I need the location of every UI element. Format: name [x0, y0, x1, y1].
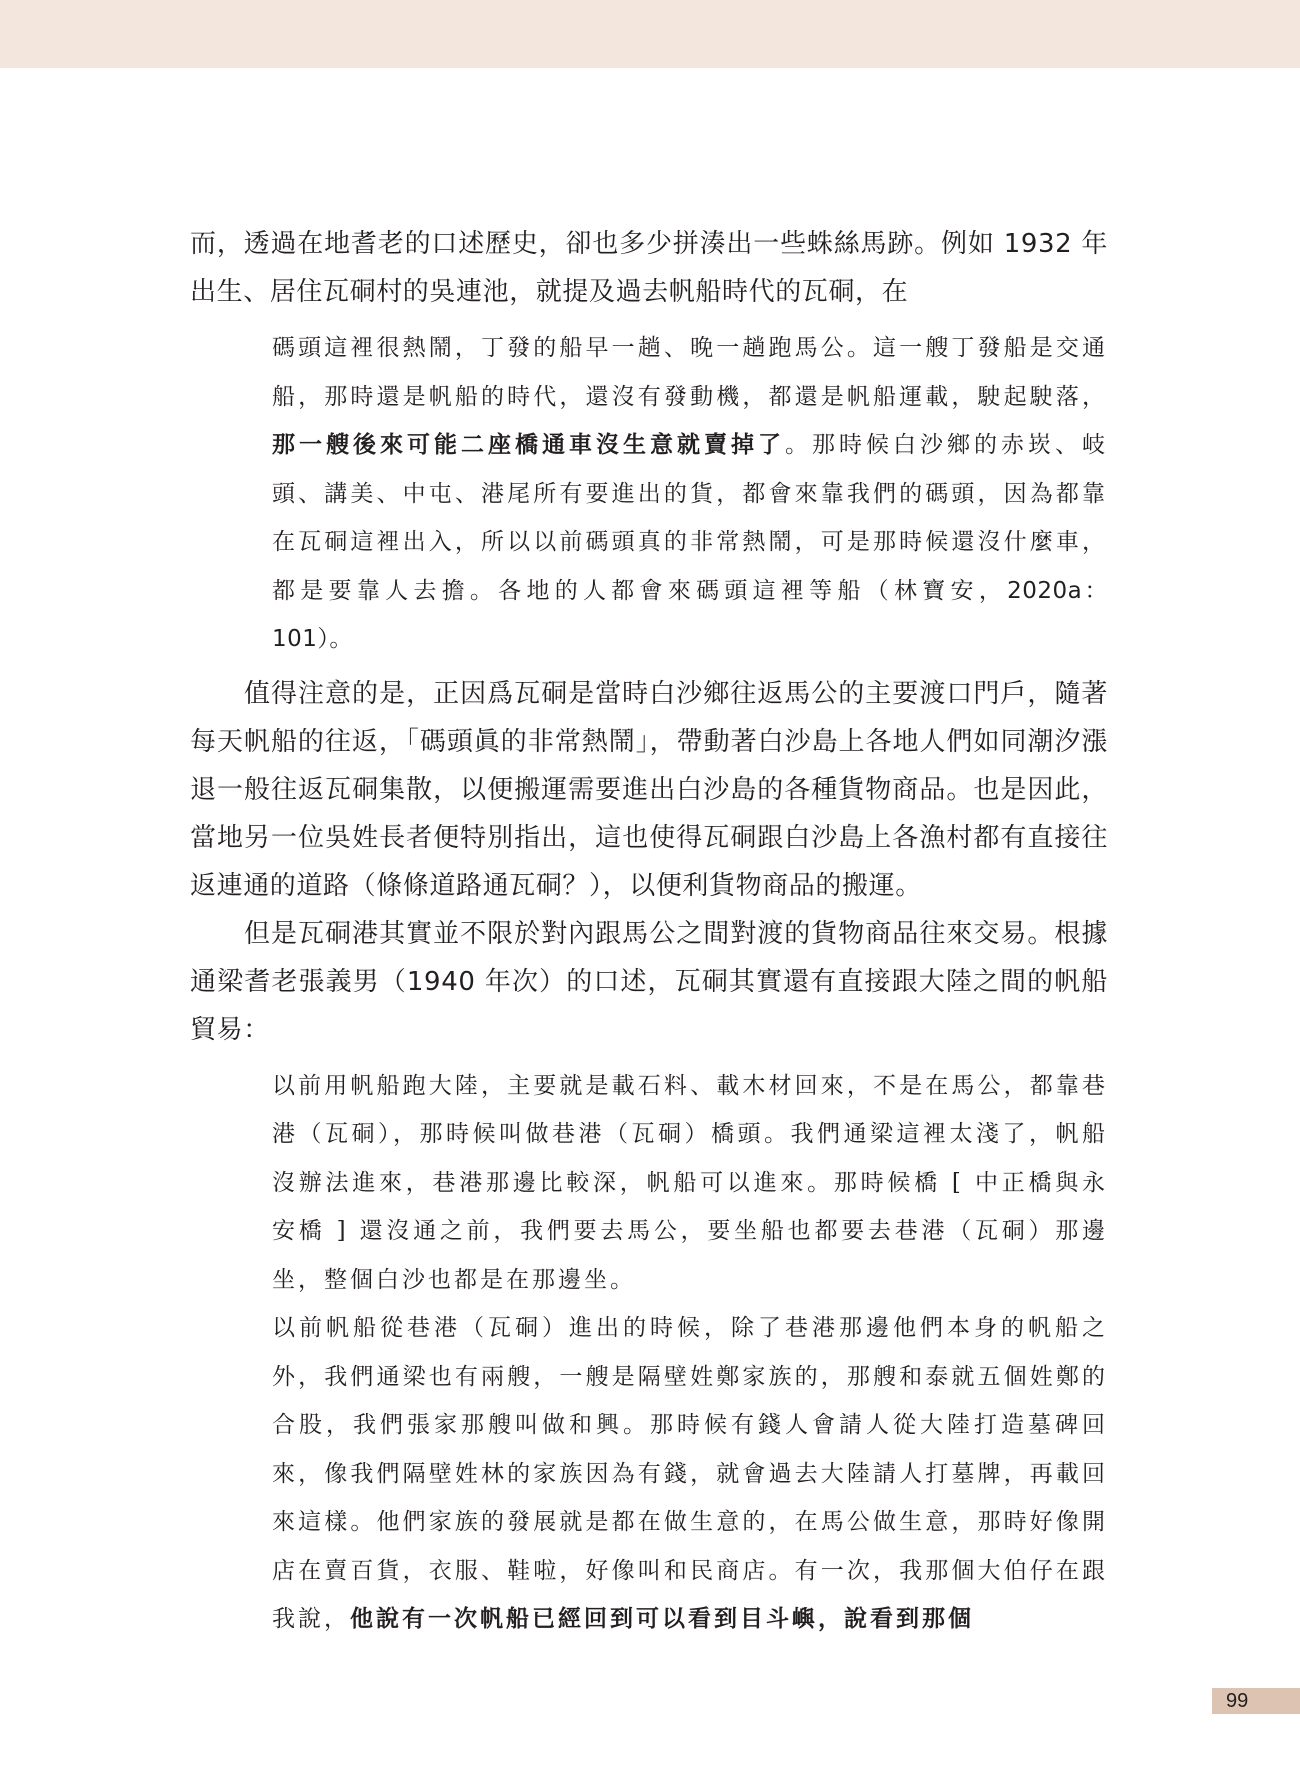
page-body	[190, 220, 1108, 1650]
quote-emphasis: 那一艘後來可能二座橋通車沒生意就賣掉了	[272, 431, 785, 458]
quote-paragraph	[272, 324, 1108, 664]
block-quote-zhang-yinan	[272, 1062, 1108, 1644]
quote-paragraph: 以前用帆船跑大陸，主要就是載石料、載木材回來，不是在馬公，都靠巷港（瓦硐），那時候叫做巷港（瓦硐）橋頭。我們通梁這裡太淺了，帆船沒辦法進來，巷港那邊比較深，帆船可以進來。那時候橋 [ 中正橋與永安橋 ] 還沒通之前，我們要去馬公，要坐船也都要去巷港（瓦硐）那邊坐，整個白沙也都是在那邊坐。	[272, 1072, 1108, 1293]
quote-text: 。那時候白沙鄉的赤崁、岐頭、講美、中屯、港尾所有要進出的貨，都會來靠我們的碼頭，因為都靠在瓦硐這裡出入，所以以前碼頭真的非常熱鬧，可是那時候還沒什麼車，都是要靠人去擔。各地的人都會來碼頭這裡等船（林寶安，	[272, 432, 1108, 604]
quote-text: 碼頭這裡很熱鬧，丁發的船早一趟、晚一趟跑馬公。這一艘丁發船是交通船，那時還是帆船的時代，還沒有發動機，都還是帆船運載，駛起駛落，	[272, 335, 1108, 410]
quote-emphasis: 他說有一次帆船已經回到可以看到目斗嶼，說看到那個	[350, 1605, 974, 1632]
paragraph-trade: 但是瓦硐港其實並不限於對內跟馬公之間對渡的貨物商品往來交易。根據通梁耆老張義男（1940 年次）的口述，瓦硐其實還有直接跟大陸之間的帆船貿易：	[190, 918, 1108, 1045]
block-quote-wu-lianchi	[272, 324, 1108, 664]
citation: 2020a：101）	[272, 577, 1108, 652]
header-band	[0, 0, 1300, 68]
quote-paragraph	[272, 1304, 1108, 1644]
paragraph-notable: 值得注意的是，正因爲瓦硐是當時白沙鄉往返馬公的主要渡口門戶，隨著每天帆船的往返，「碼頭眞的非常熱鬧」，帶動著白沙島上各地人們如同潮汐漲退一般往返瓦硐集散，以便搬運需要進出白沙島的各種貨物商品。也是因此，當地另一位吳姓長者便特別指出，這也使得瓦硐跟白沙島上各漁村都有直接往返連通的道路（條條道路通瓦硐？），以便利貨物商品的搬運。	[190, 678, 1108, 901]
quote-end: 。	[329, 626, 356, 652]
quote-text: 以前帆船從巷港（瓦硐）進出的時候，除了巷港那邊他們本身的帆船之外，我們通梁也有兩艘，一艘是隔壁姓鄭家族的，那艘和泰就五個姓鄭的合股，我們張家那艘叫做和興。那時候有錢人會請人從大陸打造墓碑回來，像我們隔壁姓林的家族因為有錢，就會過去大陸請人打墓牌，再載回來這樣。他們家族的發展就是都在做生意的，在馬公做生意，那時好像開店在賣百貨，衣服、鞋啦，好像叫和民商店。有一次，我那個大伯仔在跟我說，	[272, 1315, 1108, 1632]
page-number: 99	[1226, 1690, 1249, 1712]
paragraph-intro: 而，透過在地耆老的口述歷史，卻也多少拼湊出一些蛛絲馬跡。例如 1932 年出生、居住瓦硐村的吳連池，就提及過去帆船時代的瓦硐，在	[190, 229, 1108, 307]
